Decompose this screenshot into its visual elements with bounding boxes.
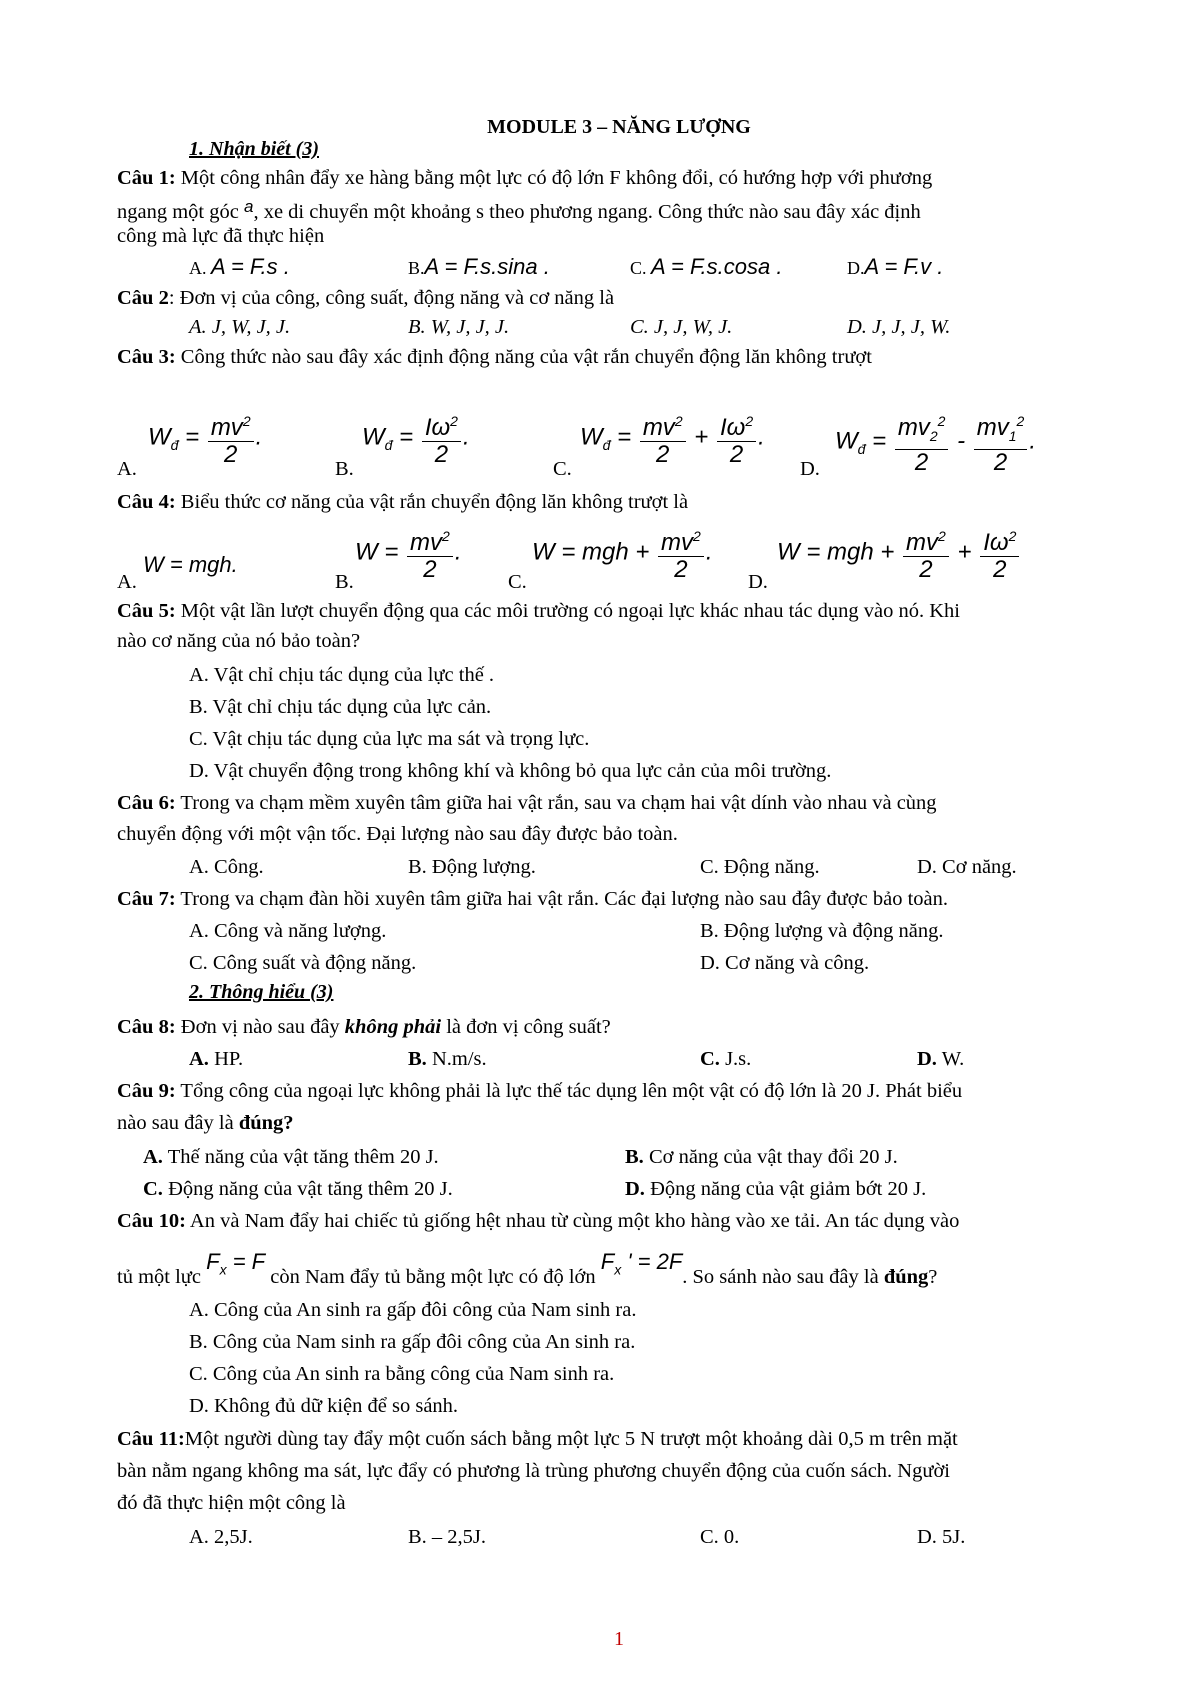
question-label: Câu 6: [117, 792, 176, 814]
section-heading-nhan-biet: 1. Nhận biết (3) [189, 138, 319, 160]
q2-option-d: D. J, J, J, W. [847, 316, 951, 338]
option-text: Thế năng của vật tăng thêm 20 J. [162, 1146, 439, 1168]
option-letter: D. [625, 1178, 645, 1200]
option-letter: D. [847, 258, 865, 278]
question-text: là đơn vị công suất? [441, 1016, 611, 1038]
formula: A = F.s.sina . [424, 254, 550, 279]
question-text: ? [928, 1266, 938, 1288]
formula-symbol: F [600, 1249, 615, 1274]
q5-option-b: B. Vật chỉ chịu tác dụng của lực cản. [189, 696, 492, 718]
q3-formula-b: $W_đ$ = $\frac{I\omega^2}{2}$ . [362, 408, 470, 468]
q11-option-c: C. 0. [700, 1526, 740, 1548]
question-label: Câu 4: [117, 491, 176, 513]
question-label: Câu 1: [117, 167, 176, 189]
option-text: Cơ năng của vật thay đổi 20 J. [643, 1146, 898, 1168]
question-6-line-2: chuyển động với một vận tốc. Đại lượng nào sau đây được bảo toàn. [117, 823, 678, 845]
question-text: tủ một lực [117, 1266, 201, 1288]
question-text: còn Nam đẩy tủ bằng một lực có độ lớn [265, 1266, 596, 1288]
q6-option-d: D. Cơ năng. [917, 856, 1017, 878]
question-label: Câu 9: [117, 1080, 176, 1102]
option-text: Động năng của vật tăng thêm 20 J. [162, 1178, 453, 1200]
question-text: Trong va chạm mềm xuyên tâm giữa hai vật rắn, sau va chạm hai vật dính vào nhau và cùng [175, 792, 937, 814]
q4-option-d: D. [748, 571, 768, 593]
question-11-line-2: bàn nằm ngang không ma sát, lực đẩy có phương là trùng phương chuyển động của cuốn sách. Người [117, 1460, 951, 1482]
question-label: Câu 5: [117, 600, 176, 622]
question-7 [117, 885, 948, 913]
option-letter: B. [408, 1048, 427, 1070]
option-letter: A. [143, 1146, 163, 1168]
q1-option-d [847, 253, 943, 282]
formula-subscript: x [219, 1261, 227, 1278]
q1-option-a [189, 253, 290, 282]
q11-option-b: B. – 2,5J. [408, 1526, 487, 1548]
question-text: Đơn vị nào sau đây [175, 1016, 345, 1038]
q4-option-b: B. [335, 571, 354, 593]
q5-option-a: A. Vật chỉ chịu tác dụng của lực thế . [189, 664, 495, 686]
q3-formula-c: $W_đ$ = $\frac{mv^2}{2}$ + $\frac{I\omega^2}{2}$ . [580, 408, 765, 468]
question-text: Một vật lần lượt chuyển động qua các môi trường có ngoại lực khác nhau tác dụng vào nó. Khi [175, 600, 960, 622]
q9-option-d [625, 1175, 926, 1203]
q3-option-d: D. [800, 458, 820, 480]
emphasis-text: đúng [883, 1266, 929, 1288]
question-label: Câu 2 [117, 287, 169, 309]
q4-formula-d: W = mgh + $\frac{mv^2}{2}$ + $\frac{I\omega^2}{2}$ [777, 523, 1021, 583]
section-heading-thong-hieu: 2. Thông hiểu (3) [189, 981, 334, 1003]
formula-rest: ' = 2F [621, 1249, 683, 1274]
question-11-line-3: đó đã thực hiện một công là [117, 1492, 346, 1514]
q7-option-a: A. Công và năng lượng. [189, 920, 387, 942]
question-9-line-2 [117, 1109, 294, 1137]
q8-option-b [408, 1045, 487, 1073]
option-text: Động năng của vật giảm bớt 20 J. [644, 1178, 927, 1200]
option-letter: A. [189, 258, 211, 278]
question-text: Trong va chạm đàn hồi xuyên tâm giữa hai vật rắn. Các đại lượng nào sau đây được bảo toàn. [175, 888, 949, 910]
question-label: Câu 3: [117, 346, 176, 368]
q2-option-a: A. J, W, J, J. [189, 316, 291, 338]
q3-option-a: A. [117, 458, 137, 480]
question-11 [117, 1425, 958, 1453]
q2-option-b: B. W, J, J, J. [408, 316, 510, 338]
q8-option-c [700, 1045, 751, 1073]
q10-option-b: B. Công của Nam sinh ra gấp đôi công của An sinh ra. [189, 1331, 636, 1353]
question-label: Câu 8: [117, 1016, 176, 1038]
q1-option-b [408, 253, 550, 282]
question-text: Một công nhân đẩy xe hàng bằng một lực có độ lớn F không đổi, có hướng hợp với phương [175, 167, 933, 189]
option-letter: B. [408, 258, 425, 278]
option-letter: C. [143, 1178, 163, 1200]
option-text: J.s. [719, 1048, 752, 1070]
page-title: MODULE 3 – NĂNG LƯỢNG [487, 116, 751, 138]
q4-option-c: C. [508, 571, 527, 593]
question-5-line-2: nào cơ năng của nó bảo toàn? [117, 630, 361, 652]
q3-formula-a: $W_đ$ = $\frac{mv^2}{2}$ . [148, 408, 262, 468]
q6-option-b: B. Động lượng. [408, 856, 536, 878]
formula: A = F.s.cosa . [651, 254, 783, 279]
question-10-line-2 [117, 1249, 938, 1297]
q9-option-a [143, 1143, 439, 1171]
option-text: HP. [208, 1048, 244, 1070]
question-text: Một người dùng tay đẩy một cuốn sách bằng một lực 5 N trượt một khoảng dài 0,5 m trên mặt [184, 1428, 958, 1450]
q3-option-b: B. [335, 458, 354, 480]
question-3 [117, 343, 872, 371]
q1-option-c [630, 253, 782, 282]
question-text: , xe di chuyển một khoảng s theo phương ngang. Công thức nào sau đây xác định [253, 201, 921, 223]
q4-option-a: A. [117, 571, 137, 593]
option-text: N.m/s. [426, 1048, 487, 1070]
question-6 [117, 789, 937, 817]
formula-symbol: F [206, 1249, 220, 1274]
force-formula-nam [601, 1248, 683, 1283]
q10-option-d: D. Không đủ dữ kiện để so sánh. [189, 1395, 459, 1417]
question-label: Câu 11: [117, 1428, 185, 1450]
option-letter: C. [630, 258, 652, 278]
question-label: Câu 10: [117, 1210, 186, 1232]
page-number: 1 [614, 1628, 624, 1650]
question-5 [117, 597, 960, 625]
q7-option-d: D. Cơ năng và công. [700, 952, 870, 974]
formula-subscript: x [614, 1261, 622, 1278]
formula: A = F.v . [864, 254, 944, 279]
formula-rest: = F [226, 1249, 266, 1274]
q3-formula-d: $W_đ$ = $\frac{mv_2^2}{2}$ - $\frac{mv_1^2}{2}$ . [835, 408, 1036, 476]
q10-option-a: A. Công của An sinh ra gấp đôi công của Nam sinh ra. [189, 1299, 637, 1321]
question-4 [117, 488, 688, 516]
q6-option-c: C. Động năng. [700, 856, 820, 878]
question-1 [117, 164, 932, 192]
question-text: ngang một góc [117, 201, 244, 223]
question-9 [117, 1077, 962, 1105]
q11-option-d: D. 5J. [917, 1526, 966, 1548]
question-10 [117, 1207, 959, 1235]
option-letter: B. [625, 1146, 644, 1168]
q7-option-c: C. Công suất và động năng. [189, 952, 417, 974]
q5-option-c: C. Vật chịu tác dụng của lực ma sát và trọng lực. [189, 728, 590, 750]
q10-option-c: C. Công của An sinh ra bằng công của Nam sinh ra. [189, 1363, 615, 1385]
q9-option-c [143, 1175, 453, 1203]
option-letter: D. [917, 1048, 937, 1070]
question-8 [117, 1013, 611, 1041]
emphasis-text: đúng? [238, 1112, 294, 1134]
option-text: W. [936, 1048, 965, 1070]
question-text: nào sau đây là [117, 1112, 239, 1134]
question-text: : Đơn vị của công, công suất, động năng và cơ năng là [168, 287, 615, 309]
q4-formula-b: W = $\frac{mv^2}{2}$ . [355, 523, 461, 583]
q11-option-a: A. 2,5J. [189, 1526, 253, 1548]
q8-option-d [917, 1045, 964, 1073]
formula: A = F.s . [211, 254, 290, 279]
alpha-symbol: a [243, 197, 254, 216]
question-text: Công thức nào sau đây xác định động năng của vật rắn chuyển động lăn không trượt [175, 346, 872, 368]
question-2 [117, 284, 614, 312]
question-1-line-3: công mà lực đã thực hiện [117, 225, 325, 247]
question-text: Tổng công của ngoại lực không phải là lực thế tác dụng lên một vật có độ lớn là 20 J. Phát biểu [175, 1080, 963, 1102]
q5-option-d: D. Vật chuyển động trong không khí và không bỏ qua lực cản của môi trường. [189, 760, 832, 782]
question-text: . So sánh nào sau đây là [682, 1266, 884, 1288]
q7-option-b: B. Động lượng và động năng. [700, 920, 944, 942]
emphasis-text: không phải [344, 1016, 442, 1038]
option-letter: C. [700, 1048, 720, 1070]
force-formula-an [206, 1248, 265, 1283]
question-text: Biểu thức cơ năng của vật rắn chuyển động lăn không trượt là [175, 491, 689, 513]
q4-formula-c: W = mgh + $\frac{mv^2}{2}$ . [532, 523, 713, 583]
option-letter: A. [189, 1048, 209, 1070]
q4-formula-a: W = mgh. [143, 552, 238, 577]
q6-option-a: A. Công. [189, 856, 264, 878]
q9-option-b [625, 1143, 898, 1171]
q2-option-c: C. J, J, W, J. [630, 316, 733, 338]
question-text: An và Nam đẩy hai chiếc tủ giống hệt nhau từ cùng một kho hàng vào xe tải. An tác dụng vào [185, 1210, 960, 1232]
q8-option-a [189, 1045, 243, 1073]
q3-option-c: C. [553, 458, 572, 480]
question-label: Câu 7: [117, 888, 176, 910]
